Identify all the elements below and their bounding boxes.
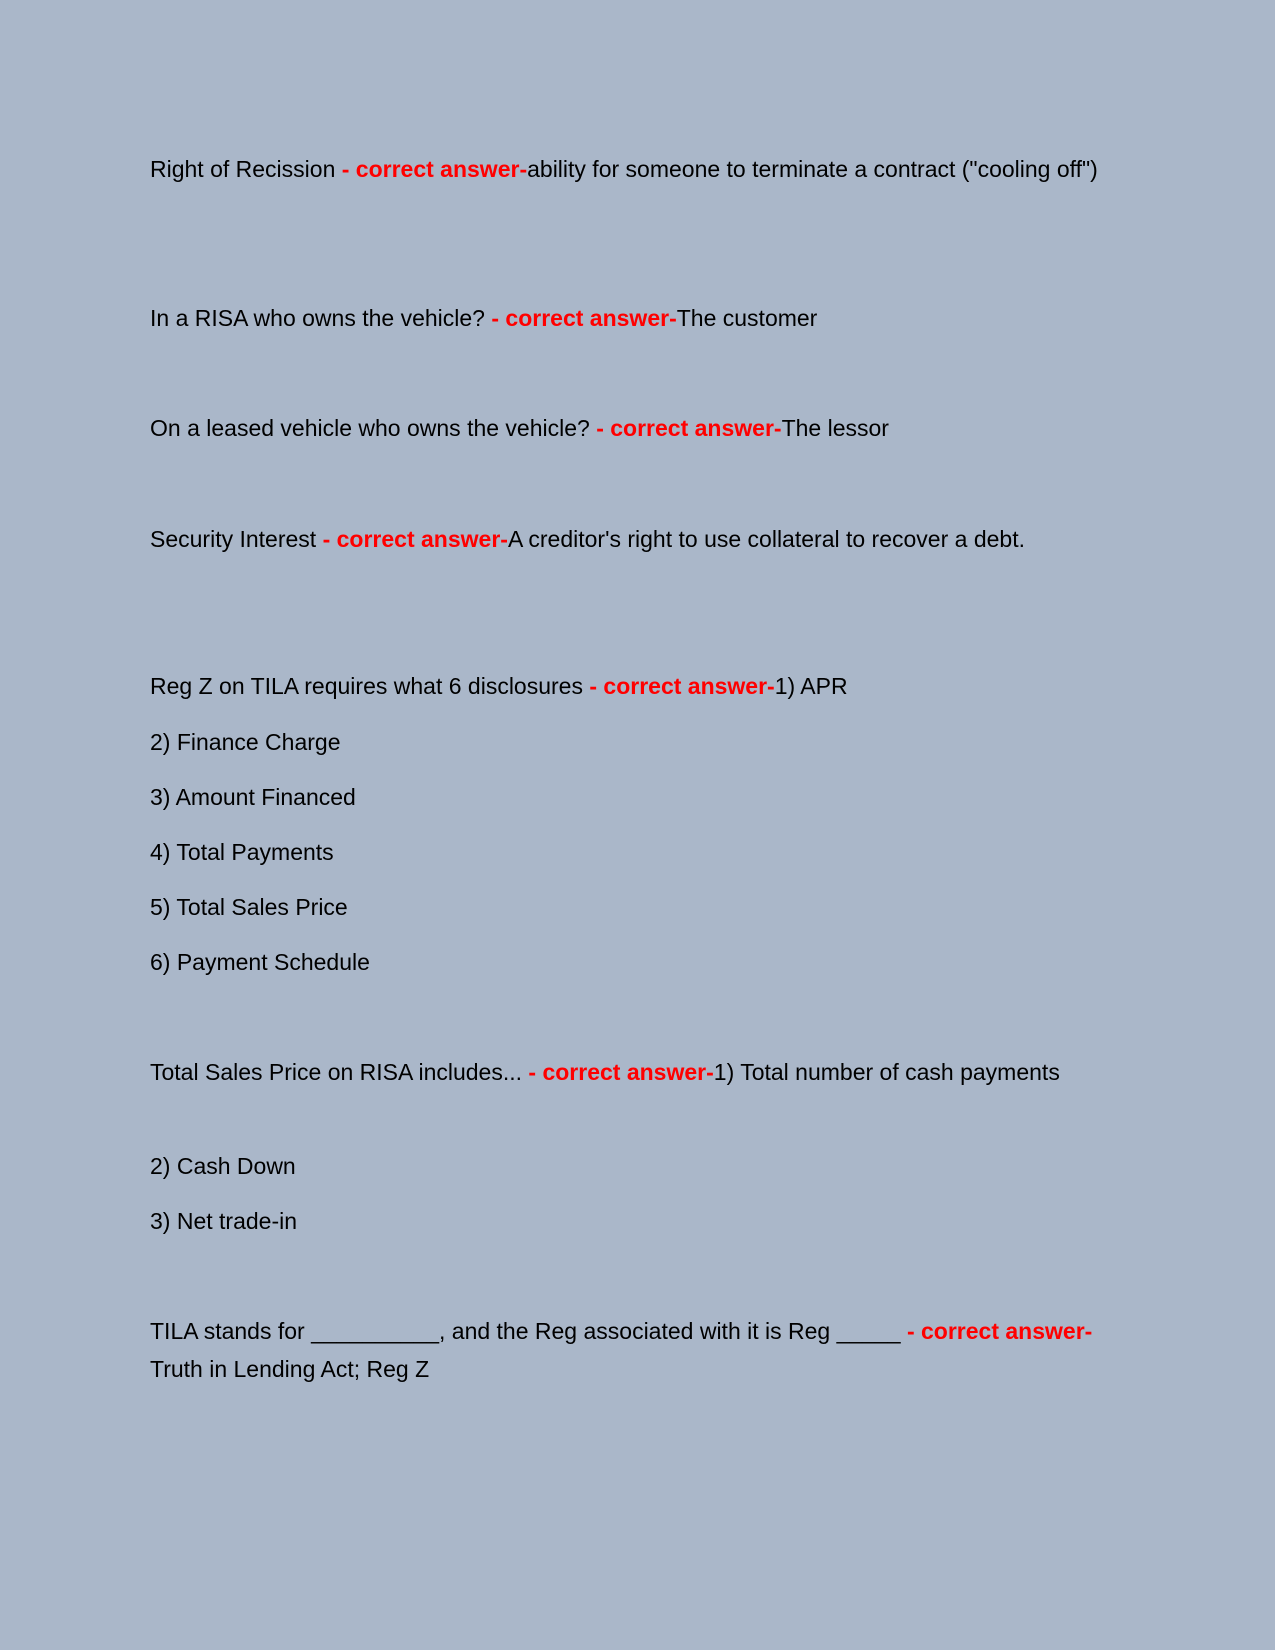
list-item: 2) Finance Charge	[150, 729, 341, 755]
flashcard-risa-owner	[150, 299, 1120, 337]
list-item: 2) Cash Down	[150, 1153, 296, 1179]
correct-answer-label: - correct answer-	[484, 305, 677, 331]
question: TILA stands for __________, and the Reg associated with it is Reg _____	[150, 1318, 901, 1344]
list-item: 4) Total Payments	[150, 839, 334, 865]
question: Security Interest	[150, 526, 317, 552]
correct-answer-label: - correct answer-	[522, 1059, 714, 1085]
question: Reg Z on TILA requires what 6 disclosures	[150, 673, 583, 699]
answer: 1) APR	[774, 673, 848, 699]
answer: A creditor's right to use collateral to recover a debt.	[507, 526, 1025, 552]
flashcard-lease-owner	[150, 409, 1120, 447]
answer: 1) Total number of cash payments	[713, 1059, 1060, 1085]
answer: ability for someone to terminate a contract ("cooling off")	[527, 156, 1098, 182]
question: Total Sales Price on RISA includes...	[150, 1059, 523, 1085]
correct-answer-label: - correct answer-	[900, 1318, 1093, 1344]
list-item: 5) Total Sales Price	[150, 894, 348, 920]
flashcard-reg-z-disclosures	[150, 667, 1120, 705]
list-item: 6) Payment Schedule	[150, 949, 370, 975]
correct-answer-label: - correct answer-	[589, 415, 782, 441]
question: On a leased vehicle who owns the vehicle?	[150, 415, 590, 441]
correct-answer-label: - correct answer-	[316, 526, 508, 552]
answer: The customer	[676, 305, 818, 331]
list-item: 3) Amount Financed	[150, 784, 356, 810]
question: In a RISA who owns the vehicle?	[150, 305, 485, 331]
correct-answer-label: - correct answer-	[335, 156, 528, 182]
answer: The lessor	[781, 415, 889, 441]
flashcard-total-sales-price	[150, 1053, 1120, 1091]
flashcard-right-of-recission	[150, 150, 1120, 188]
flashcard-security-interest	[150, 520, 1120, 558]
list-item: 3) Net trade-in	[150, 1208, 298, 1234]
correct-answer-label: - correct answer-	[582, 673, 775, 699]
answer: Truth in Lending Act; Reg Z	[150, 1356, 430, 1382]
question: Right of Recission	[150, 156, 336, 182]
flashcard-tila	[150, 1312, 1120, 1388]
